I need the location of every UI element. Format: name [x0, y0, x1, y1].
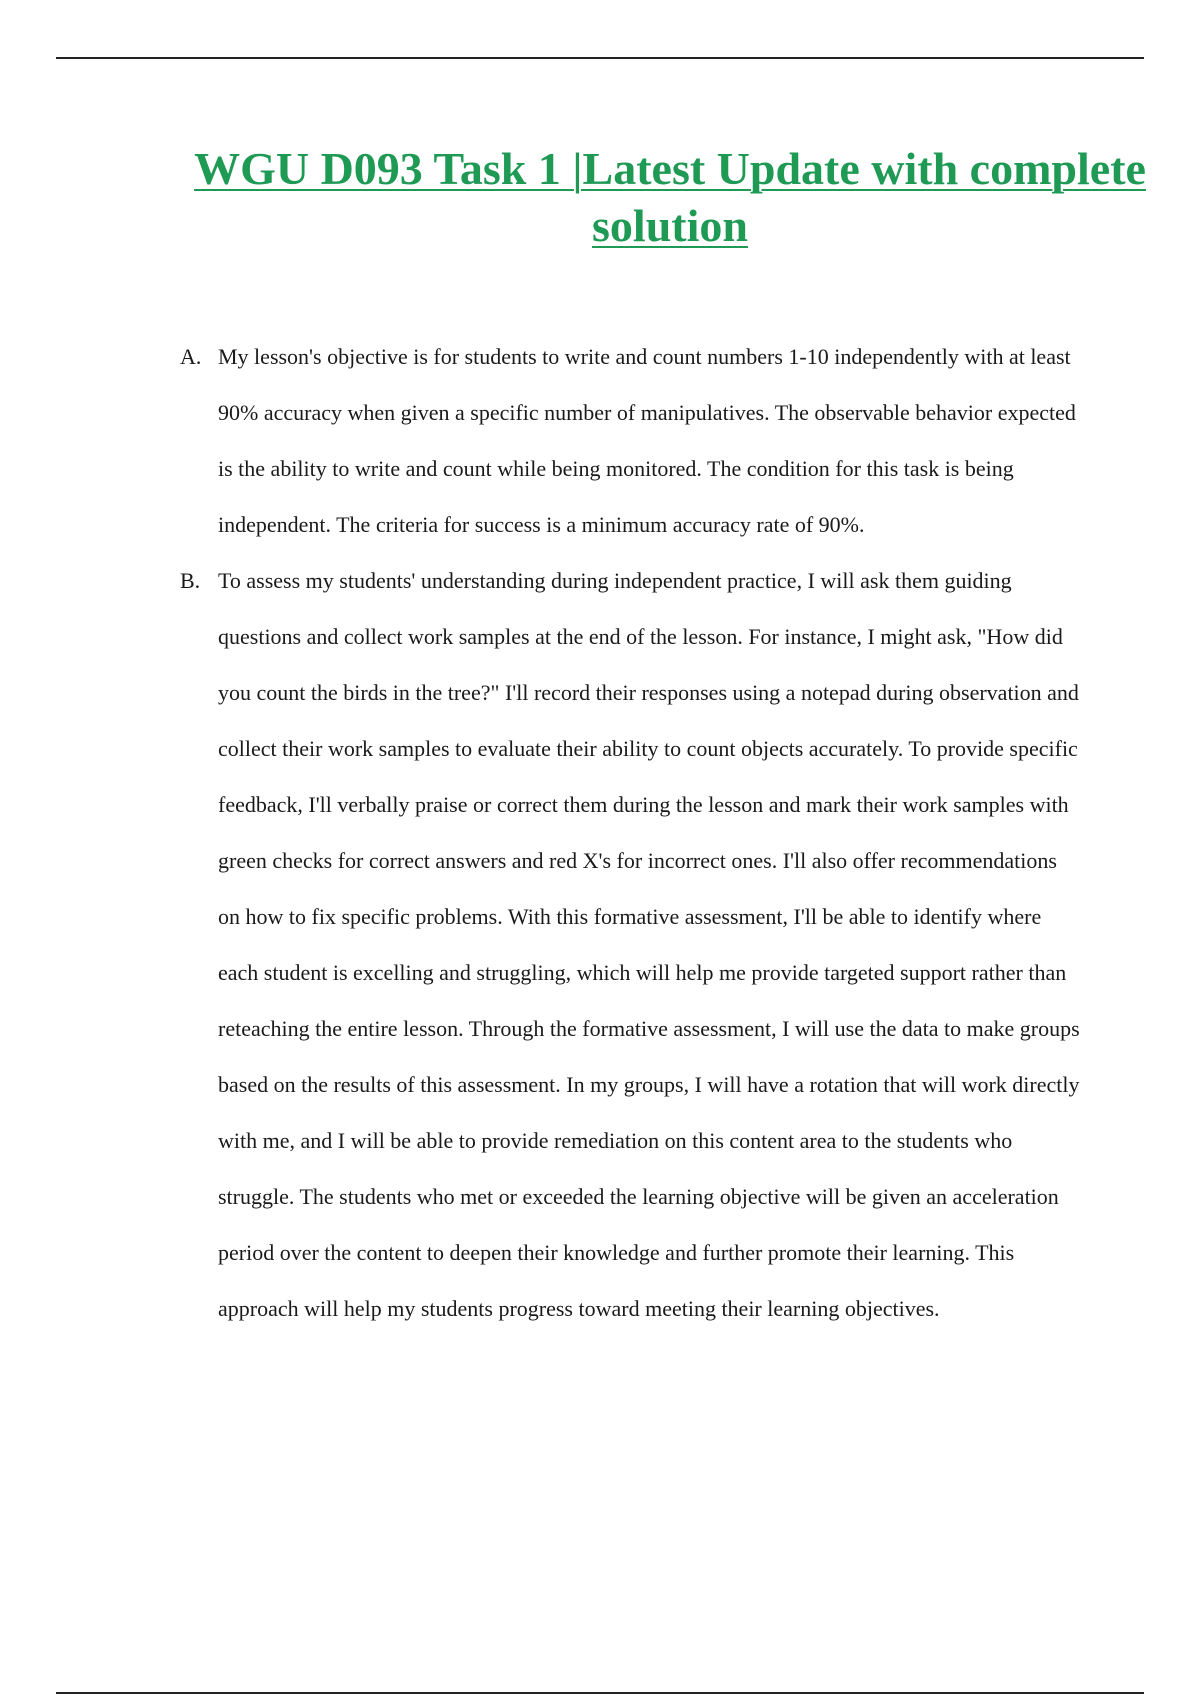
- bottom-rule: [56, 1692, 1144, 1694]
- answer-item-b: [180, 553, 1080, 1337]
- answer-text-a: My lesson's objective is for students to write and count numbers 1-10 independently with at least 90% accuracy when given a specific number of manipulatives. The observable behavior expected is the ability to write and count while being monitored. The condition for this task is being independent. The criteria for success is a minimum accuracy rate of 90%.: [218, 344, 1076, 537]
- answer-list: [180, 329, 1080, 1337]
- document-title: WGU D093 Task 1 |Latest Update with complete solution: [194, 143, 1146, 251]
- answer-marker-b: B.: [180, 568, 201, 593]
- answer-item-a: [180, 329, 1080, 553]
- answer-marker-a: A.: [180, 344, 202, 369]
- answer-text-b: To assess my students' understanding during independent practice, I will ask them guiding questions and collect work samples at the end of the lesson. For instance, I might ask, "How did you count the birds in the tree?" I'll record their responses using a notepad during observation and collect their work samples to evaluate their ability to count objects accurately. To provide specific feedback, I'll verbally praise or correct them during the lesson and mark their work samples with green checks for correct answers and red X's for incorrect ones. I'll also offer recommendations on how to fix specific problems. With this formative assessment, I'll be able to identify where each student is excelling and struggling, which will help me provide targeted support rather than reteaching the entire lesson. Through the formative assessment, I will use the data to make groups based on the results of this assessment. In my groups, I will have a rotation that will work directly with me, and I will be able to provide remediation on this content area to the students who struggle. The students who met or exceeded the learning objective will be given an acceleration period over the content to deepen their knowledge and further promote their learning. This approach will help my students progress toward meeting their learning objectives.: [218, 568, 1080, 1321]
- top-rule: [56, 57, 1144, 59]
